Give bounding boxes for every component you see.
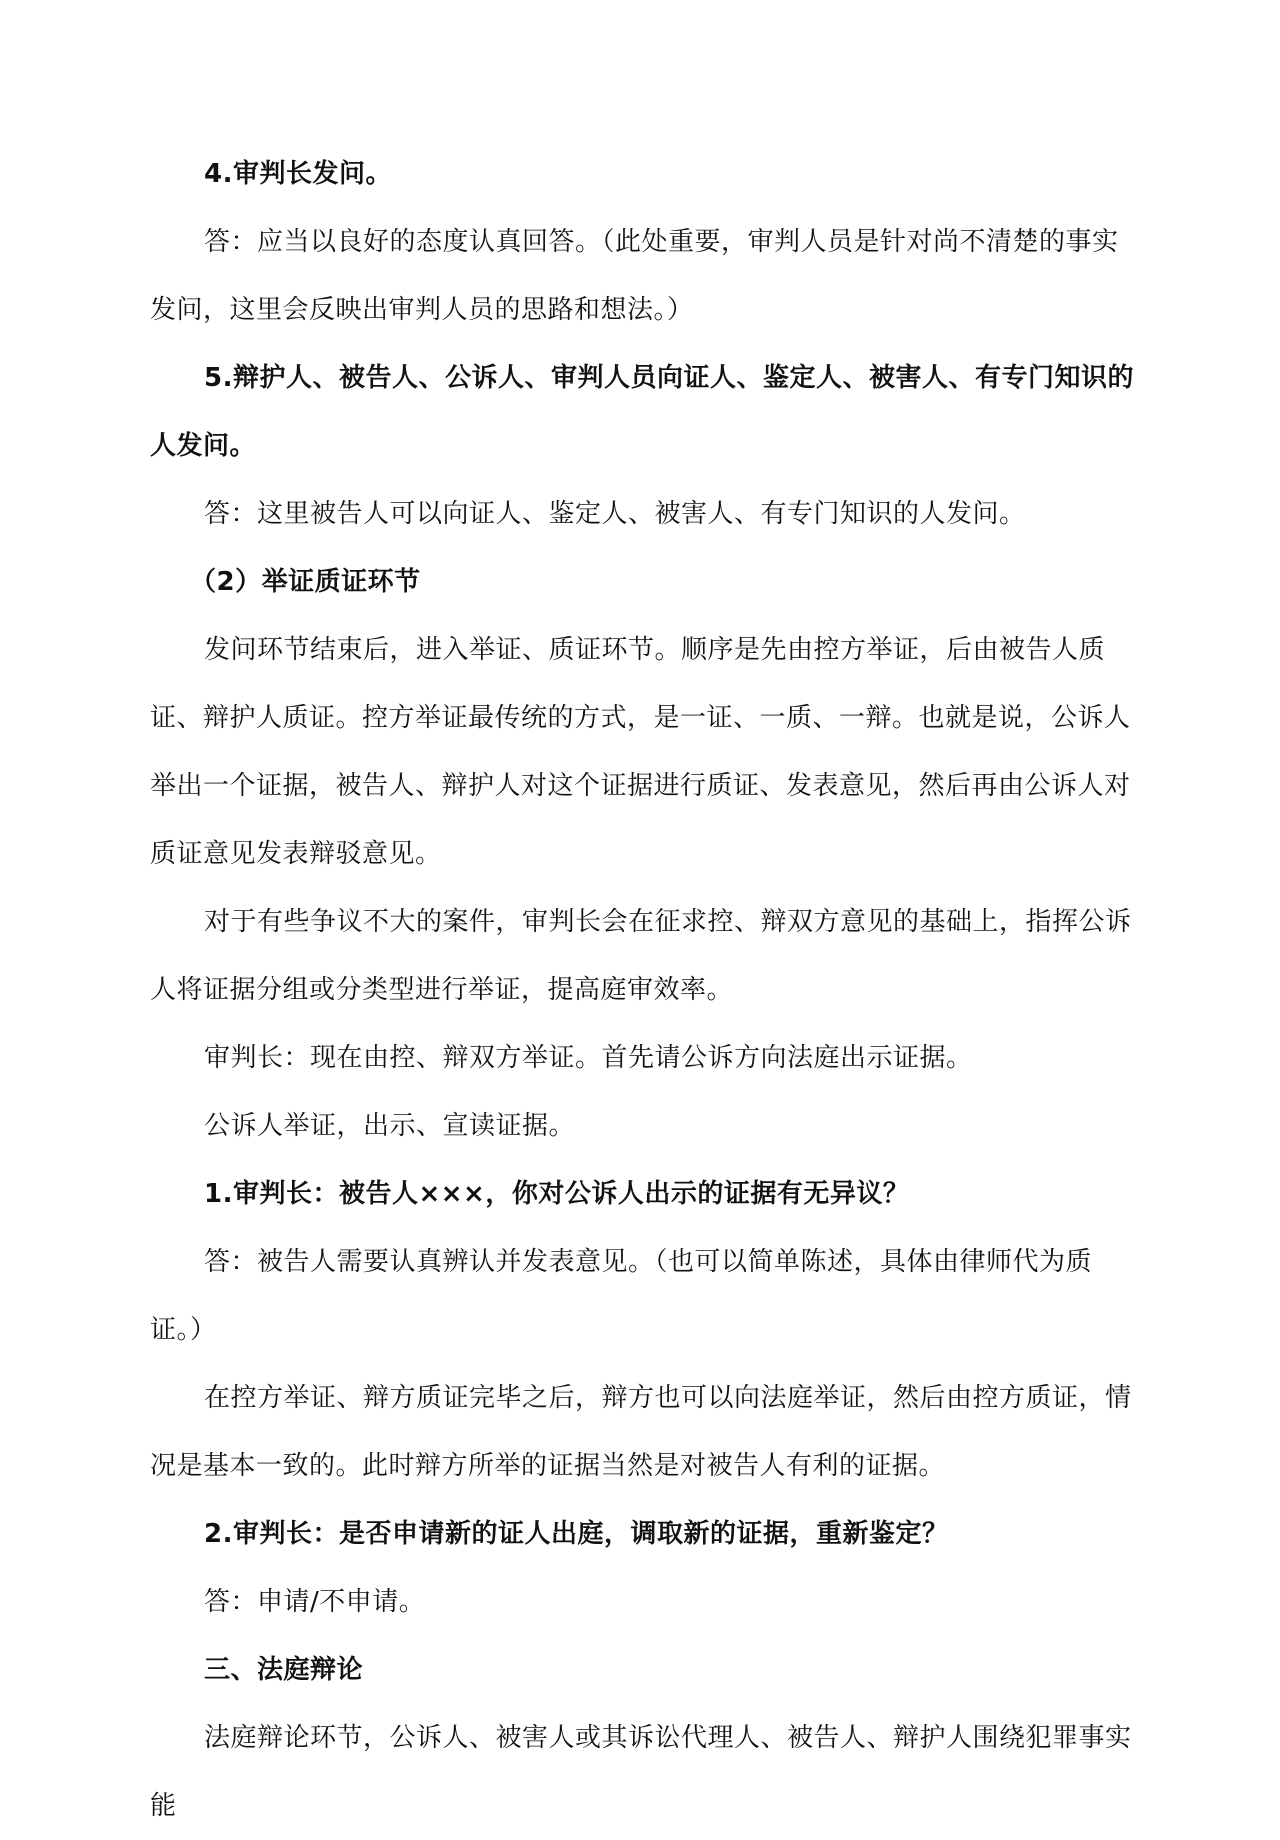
subheading-evidence-section: （2）举证质证环节 (190, 567, 421, 597)
answer-paragraph: 答：应当以良好的态度认真回答。（此处重要，审判人员是针对尚不清楚的事实发问，这里会反映出审判人员的思路和想法。） (150, 227, 1119, 325)
body-paragraph: 发问环节结束后，进入举证、质证环节。顺序是先由控方举证，后由被告人质证、辩护人质证。控方举证最传统的方式，是一证、一质、一辩。也就是说，公诉人举出一个证据，被告人、辩护人对这个证据进行质证、发表意见，然后再由公诉人对质证意见发表辩驳意见。 (150, 635, 1131, 869)
answer-paragraph: 答：被告人需要认真辨认并发表意见。（也可以简单陈述，具体由律师代为质证。） (150, 1247, 1093, 1345)
body-paragraph: 法庭辩论环节，公诉人、被害人或其诉讼代理人、被告人、辩护人围绕犯罪事实能 (150, 1723, 1132, 1821)
heading-2-new-witness-question: 2.审判长：是否申请新的证人出庭，调取新的证据，重新鉴定？ (204, 1519, 949, 1549)
answer-paragraph: 答：这里被告人可以向证人、鉴定人、被害人、有专门知识的人发问。 (204, 499, 1026, 529)
body-paragraph: 在控方举证、辩方质证完毕之后，辩方也可以向法庭举证，然后由控方质证，情况是基本一致的。此时辩方所举的证据当然是对被告人有利的证据。 (150, 1383, 1132, 1481)
heading-5-parties-question: 5.辩护人、被告人、公诉人、审判人员向证人、鉴定人、被害人、有专门知识的人发问。 (150, 363, 1134, 461)
body-paragraph: 公诉人举证，出示、宣读证据。 (204, 1111, 576, 1141)
answer-paragraph: 答：申请/不申请。 (204, 1587, 426, 1617)
body-paragraph: 审判长：现在由控、辩双方举证。首先请公诉方向法庭出示证据。 (204, 1043, 973, 1073)
section-heading-court-debate: 三、法庭辩论 (204, 1655, 364, 1685)
document-page (150, 140, 1140, 1840)
heading-1-objection-question: 1.审判长：被告人×××，你对公诉人出示的证据有无异议？ (204, 1179, 910, 1209)
body-paragraph: 对于有些争议不大的案件，审判长会在征求控、辩双方意见的基础上，指挥公诉人将证据分组或分类型进行举证，提高庭审效率。 (150, 907, 1132, 1005)
heading-4-judge-questions: 4.审判长发问。 (204, 159, 392, 189)
